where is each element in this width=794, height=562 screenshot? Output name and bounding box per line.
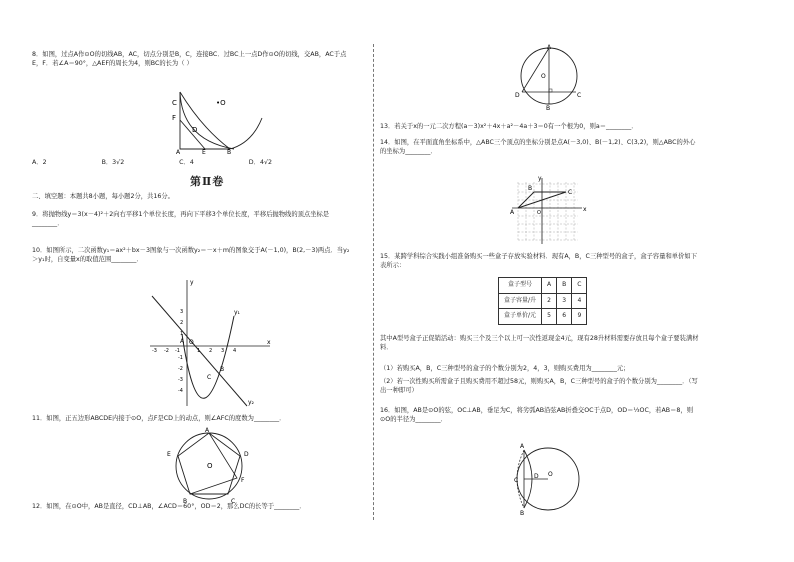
question-9: 9．将抛物线y＝3(x－4)²＋2向右平移1个单位长度，再向下平移3个单位长度，平移后抛物线的顶点坐标是________． bbox=[32, 211, 330, 228]
q10-ytick: 1 bbox=[180, 331, 184, 337]
q14-label-C: C bbox=[568, 189, 573, 196]
table-cell: 4 bbox=[572, 293, 587, 309]
q16-label-B: B bbox=[520, 510, 525, 516]
table-cell: 2 bbox=[542, 293, 557, 309]
q10-graph bbox=[142, 276, 282, 411]
q11-label-E: E bbox=[167, 451, 171, 458]
question-15-sub2: （2）若一次性购买所需盒子且购买费用不超过58元，则购买A，B，C三种型号的盒子的个数分别为________．（写出一种即可） bbox=[380, 378, 698, 395]
q10-origin: O bbox=[189, 339, 194, 346]
q10-label-B: B bbox=[220, 366, 225, 373]
q10-ytick: 2 bbox=[180, 320, 184, 326]
q12-label-O: O bbox=[541, 73, 546, 80]
table-cell: 盒子容量/升 bbox=[499, 293, 542, 309]
q14-axis-x: x bbox=[583, 206, 587, 213]
q11-label-C: C bbox=[231, 498, 236, 504]
q10-xtick: 1 bbox=[197, 348, 201, 354]
choice-c[interactable]: C．4 bbox=[179, 159, 194, 166]
q14-grid-figure bbox=[508, 174, 590, 246]
q8-label-D: D bbox=[192, 126, 198, 134]
q11-label-F: F bbox=[241, 477, 245, 484]
q8-label-E: E bbox=[202, 149, 206, 154]
table-row bbox=[499, 293, 587, 309]
q14-axis-y: y bbox=[538, 175, 542, 182]
q10-ytick: -2 bbox=[178, 366, 183, 372]
q10-label-C: C bbox=[207, 374, 212, 381]
question-15: 15．某跨学科综合实践小组准备购买一些盒子存放实验材料．现有A，B，C三种型号的盒子，盒子容量和单价如下表所示： bbox=[380, 253, 697, 270]
q12-label-C: C bbox=[577, 92, 582, 99]
q10-xtick: 2 bbox=[209, 348, 213, 354]
table-cell: 盒子型号 bbox=[499, 278, 542, 294]
q8-label-C: C bbox=[172, 99, 177, 107]
question-14: 14．如图，在平面直角坐标系中，△ABC三个顶点的坐标分别是点A(－3,0)、B(－1,2)、C(3,2)，则△ABC的外心的坐标为________． bbox=[380, 139, 696, 156]
q8-figure bbox=[172, 88, 282, 154]
q11-label-A: A bbox=[205, 427, 210, 434]
question-13: 13．若关于x的一元二次方程(a－3)x²＋4x＋a²－4a＋3＝0有一个根为0，则a＝________． bbox=[380, 123, 638, 130]
question-11: 11．如图，正五边形ABCDE内接于⊙O，点F是CD上的动点，则∠AFC的度数为________． bbox=[32, 415, 286, 422]
q16-label-D: D bbox=[534, 473, 539, 480]
q11-label-D: D bbox=[244, 451, 249, 458]
q10-ytick: -4 bbox=[178, 388, 183, 394]
question-15-body: 其中A型号盒子正促销活动：购买三个及三个以上可一次性返现金4元，现有28升材料需要存放且每个盒子要装满材料． bbox=[380, 335, 699, 352]
q10-ytick: -3 bbox=[178, 377, 183, 383]
table-row bbox=[499, 278, 587, 294]
section-header: 二、填空题：本题共8小题，每小题2分，共16分。 bbox=[32, 193, 174, 200]
q11-label-B: B bbox=[183, 498, 188, 504]
q10-ytick: -1 bbox=[178, 355, 183, 361]
q10-xtick: -3 bbox=[152, 348, 157, 354]
q16-label-C: C bbox=[514, 477, 519, 484]
q8-choices bbox=[32, 158, 272, 167]
q10-axis-y: y bbox=[190, 279, 194, 286]
q10-xtick: -1 bbox=[175, 348, 180, 354]
box-table bbox=[498, 277, 587, 325]
table-cell: B bbox=[557, 278, 572, 294]
q11-label-O: O bbox=[207, 462, 213, 470]
q8-label-B: B bbox=[227, 149, 232, 154]
question-12: 12．如图，在⊙O中，AB是直径，CD⊥AB，∠ACD＝60°，OD＝2，那么DC的长等于________． bbox=[32, 503, 306, 510]
table-cell: 6 bbox=[557, 309, 572, 325]
q8-label-O: •O bbox=[216, 99, 226, 107]
q12-label-D: D bbox=[515, 92, 520, 99]
question-8: 8．如图，过点A作⊙O的切线AB，AC，切点分别是B，C，连接BC．过BC上一点D作⊙O的切线，交AB，AC于点E，F．若∠A＝90°，△AEF的周长为4，则BC的长为（ ） bbox=[32, 51, 347, 68]
q16-figure bbox=[508, 442, 584, 516]
table-row bbox=[499, 309, 587, 325]
q8-label-A: A bbox=[176, 149, 181, 154]
q10-xtick: 4 bbox=[233, 348, 237, 354]
q16-label-O: O bbox=[548, 471, 553, 478]
q14-label-B: B bbox=[528, 185, 533, 192]
table-cell: 3 bbox=[557, 293, 572, 309]
q10-xtick: -2 bbox=[164, 348, 169, 354]
q14-origin: O bbox=[537, 210, 541, 216]
q10-label-A: A bbox=[180, 338, 185, 345]
q16-label-A: A bbox=[520, 443, 525, 450]
q12-figure bbox=[515, 44, 585, 110]
q10-xtick: 3 bbox=[221, 348, 225, 354]
q10-ytick: 3 bbox=[180, 309, 184, 315]
q10-axis-x: x bbox=[267, 339, 271, 346]
q12-label-A: A bbox=[547, 44, 552, 51]
question-10: 10．如图所示，二次函数y₁＝ax²＋bx－3图象与一次函数y₂＝－x＋m的图象交于A(－1,0)，B(2,－3)两点．当y₂＞y₁时，自变量x的取值范围________． bbox=[32, 247, 350, 264]
table-cell: 9 bbox=[572, 309, 587, 325]
table-cell: A bbox=[542, 278, 557, 294]
q12-label-B: B bbox=[546, 105, 551, 110]
q11-figure bbox=[167, 426, 257, 504]
section-title: 第Ⅱ卷 bbox=[190, 175, 225, 188]
q14-label-A: A bbox=[510, 209, 515, 216]
table-cell: 盒子单价/元 bbox=[499, 309, 542, 325]
q8-label-F: F bbox=[172, 114, 177, 122]
choice-a[interactable]: A．2 bbox=[32, 159, 47, 166]
choice-d[interactable]: D．4√2 bbox=[248, 159, 272, 166]
table-cell: C bbox=[572, 278, 587, 294]
column-divider bbox=[373, 44, 374, 520]
question-16: 16．如图，AB是⊙O的弦，OC⊥AB，垂足为C，将劣弧AB沿弦AB折叠交OC于点D，OD＝⅓OC，若AB＝8，则⊙O的半径为________． bbox=[380, 407, 693, 424]
q10-label-y1: y₁ bbox=[234, 309, 240, 316]
q10-label-y2: y₂ bbox=[248, 399, 254, 406]
table-cell: 5 bbox=[542, 309, 557, 325]
choice-b[interactable]: B．3√2 bbox=[101, 159, 125, 166]
question-15-sub1: （1）若购买A，B，C三种型号的盒子的个数分别为2，4，3，则购买费用为________元； bbox=[380, 365, 630, 372]
